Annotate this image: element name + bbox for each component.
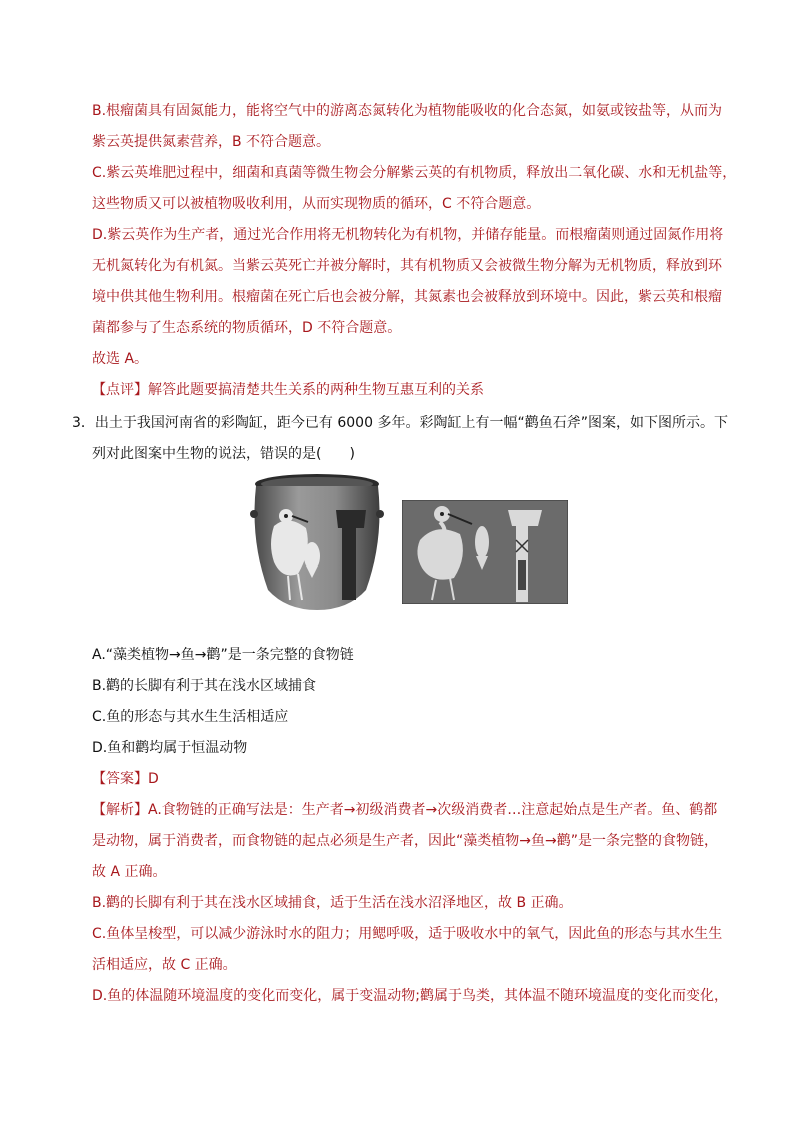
option-b: B.鹳的长脚有利于其在浅水区域捕食 (92, 678, 317, 694)
comment-text: 解答此题要搞清楚共生关系的两种生物互惠互利的关系 (148, 382, 484, 398)
comment-tag: 【点评】 (92, 382, 148, 398)
question-number: 3． (72, 415, 95, 431)
analysis-d-line2: 无机氮转化为有机氮。当紫云英死亡并被分解时，其有机物质又会被微生物分解为无机物质，释放到环 (92, 258, 722, 274)
question-3-stem-line2: 列对此图案中生物的说法，错误的是( ) (92, 446, 355, 462)
analysis-b-line2: 紫云英提供氮素营养，B 不符合题意。 (92, 134, 331, 150)
stork-fish-axe-pattern-image (402, 500, 568, 604)
answer-value: D (148, 771, 159, 787)
comment (92, 380, 484, 400)
question-3-stem-line1 (72, 413, 728, 433)
analysis-c-line2: 这些物质又可以被植物吸收利用，从而实现物质的循环，C 不符合题意。 (92, 196, 541, 212)
option-d: D.鱼和鹳均属于恒温动物 (92, 740, 248, 756)
analysis-c-q3-line2: 活相适应，故 C 正确。 (92, 957, 237, 973)
analysis-tag: 【解析】 (92, 802, 148, 818)
analysis-b-line1: B.根瘤菌具有固氮能力，能将空气中的游离态氮转化为植物能吸收的化合态氮，如氨或铵盐等，从而为 (92, 103, 723, 119)
analysis-a-line1 (92, 800, 717, 820)
answer (92, 769, 159, 789)
option-c: C.鱼的形态与其水生生活相适应 (92, 709, 289, 725)
analysis-d-line1: D.紫云英作为生产者，通过光合作用将无机物转化为有机物，并储存能量。而根瘤菌则通过固氮作用将 (92, 227, 724, 243)
choose-answer: 故选 A。 (92, 351, 149, 367)
answer-tag: 【答案】 (92, 771, 148, 787)
analysis-b-q3: B.鹳的长脚有利于其在浅水区域捕食，适于生活在浅水沼泽地区，故 B 正确。 (92, 895, 573, 911)
analysis-a-line2: 是动物，属于消费者，而食物链的起点必须是生产者，因此“藻类植物→鱼→鹳”是一条完整的食物链， (92, 833, 718, 849)
analysis-d-line3: 境中供其他生物利用。根瘤菌在死亡后也会被分解，其氮素也会被释放到环境中。因此，紫云英和根瘤 (92, 289, 722, 305)
question-stem-text: 出土于我国河南省的彩陶缸，距今已有 6000 多年。彩陶缸上有一幅“鹳鱼石斧”图案，如下图所示。下 (94, 415, 728, 431)
analysis-d-line4: 菌都参与了生态系统的物质循环，D 不符合题意。 (92, 320, 402, 336)
analysis-c-line1: C.紫云英堆肥过程中，细菌和真菌等微生物会分解紫云英的有机物质，释放出二氧化碳、水和无机盐等， (92, 165, 737, 181)
pottery-jar-image (246, 470, 388, 612)
analysis-a-text: A.食物链的正确写法是：生产者→初级消费者→次级消费者…注意起始点是生产者。鱼、鹤都 (148, 802, 718, 818)
analysis-c-q3-line1: C.鱼体呈梭型，可以减少游泳时水的阻力；用鳃呼吸，适于吸收水中的氧气，因此鱼的形态与其水生生 (92, 926, 723, 942)
option-a: A.“藻类植物→鱼→鹳”是一条完整的食物链 (92, 647, 354, 663)
analysis-d-q3-line1: D.鱼的体温随环境温度的变化而变化，属于变温动物;鹳属于鸟类，其体温不随环境温度的变化而变化， (92, 988, 728, 1004)
analysis-a-line3: 故 A 正确。 (92, 864, 167, 880)
